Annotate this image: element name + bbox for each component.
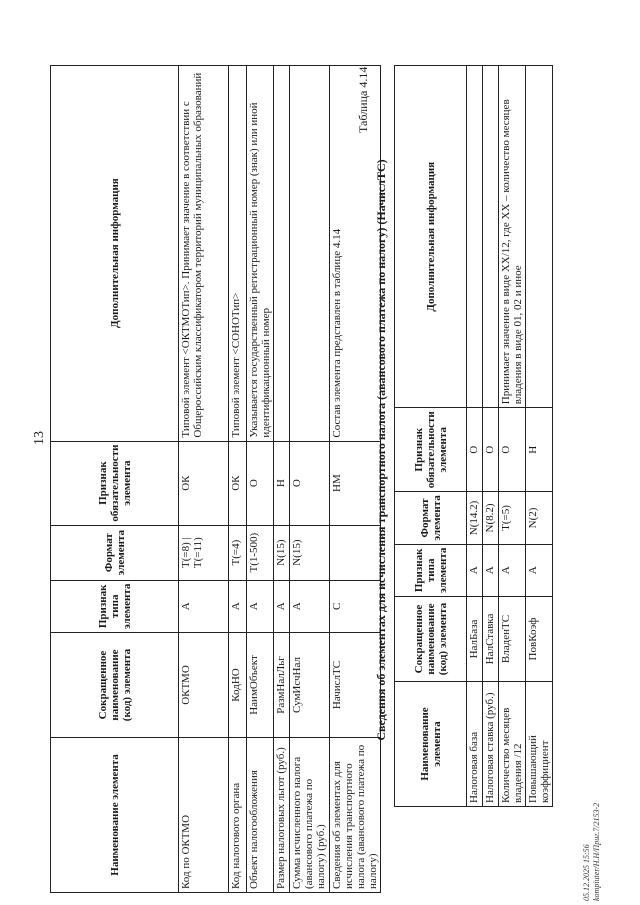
header-additional-info: Дополнительная информация <box>395 66 467 408</box>
header-format: Формат элемента <box>395 492 467 544</box>
cell: О <box>499 408 526 492</box>
cell: НалБаза <box>467 597 483 682</box>
cell: N(2) <box>526 492 553 544</box>
table-row <box>179 65 229 892</box>
cell: N(8.2) <box>483 492 499 544</box>
cell: T(=4) <box>229 525 247 580</box>
cell: Размер налоговых льгот (руб.) <box>274 738 290 893</box>
cell: ОКТМО <box>179 633 229 738</box>
cell: Налоговая ставка (руб.) <box>483 682 499 807</box>
cell: ОК <box>229 441 247 525</box>
header-element-name: Наименование элемента <box>51 738 179 893</box>
table-title: Сведения об элементах для исчисления транспортного налога (авансового платежа по налогу) (НачислТС) <box>374 159 388 741</box>
header-short-code: Сокращенное наименование (код) элемента <box>395 597 467 682</box>
table-row <box>229 65 247 892</box>
header-mandatory: Признак обязательности элемента <box>51 441 179 525</box>
cell: N(14.2) <box>467 492 483 544</box>
header-type: Признак типа элемента <box>51 580 179 632</box>
cell: ПовКоэф <box>526 597 553 682</box>
cell: T(=5) <box>499 492 526 544</box>
cell: Типовой элемент <ОКТМОТип>. Принимает значение в соответствии с Общероссийским классификатором территорий муниципальных образований <box>179 65 229 441</box>
elements-table-2 <box>394 65 553 807</box>
table-row <box>499 66 526 807</box>
cell: N(15) <box>274 525 290 580</box>
cell: ОК <box>179 441 229 525</box>
cell: Н <box>526 408 553 492</box>
table-row <box>247 65 274 892</box>
cell: А <box>483 544 499 596</box>
stamp-date: 05.12.2025 15:56 <box>582 844 591 901</box>
cell <box>290 65 330 441</box>
cell: N(15) <box>290 525 330 580</box>
cell: О <box>483 408 499 492</box>
cell: КодНО <box>229 633 247 738</box>
cell: РазмНалЛьг <box>274 633 290 738</box>
header-type: Признак типа элемента <box>395 544 467 596</box>
table-row <box>483 66 499 807</box>
cell: Повышающий коэффициент <box>526 682 553 807</box>
cell: А <box>274 580 290 632</box>
cell: НалСтавка <box>483 597 499 682</box>
cell: Код по ОКТМО <box>179 738 229 893</box>
cell <box>483 66 499 408</box>
cell: НМ <box>330 441 381 525</box>
cell: А <box>526 544 553 596</box>
cell: Количество месяцев владения /12 <box>499 682 526 807</box>
cell: С <box>330 580 381 632</box>
cell: А <box>290 580 330 632</box>
elements-table-1 <box>50 65 381 893</box>
cell: А <box>499 544 526 596</box>
header-mandatory: Признак обязательности элемента <box>395 408 467 492</box>
cell: НаимОбъект <box>247 633 274 738</box>
table-row <box>290 65 330 892</box>
table-label: Таблица 4.14 <box>356 66 370 133</box>
cell: О <box>247 441 274 525</box>
cell: ВладенТС <box>499 597 526 682</box>
header-short-code: Сокращенное наименование (код) элемента <box>51 633 179 738</box>
header-additional-info: Дополнительная информация <box>51 65 179 441</box>
cell: А <box>467 544 483 596</box>
cell: О <box>467 408 483 492</box>
cell: Н <box>274 441 290 525</box>
cell: Сведения об элементах для исчисления транспортного налога (авансового платежа по налогу) <box>330 738 381 893</box>
cell <box>274 65 290 441</box>
table-row <box>274 65 290 892</box>
table-row <box>330 65 381 892</box>
header-element-name: Наименование элемента <box>395 682 467 807</box>
cell: А <box>179 580 229 632</box>
cell: А <box>229 580 247 632</box>
table-row <box>467 66 483 807</box>
cell <box>467 66 483 408</box>
footer-stamp <box>582 803 602 901</box>
cell: О <box>290 441 330 525</box>
cell <box>526 66 553 408</box>
cell: T(=8) | T(=11) <box>179 525 229 580</box>
cell: T(1-500) <box>247 525 274 580</box>
cell: СумИсчНал <box>290 633 330 738</box>
cell: Типовой элемент <СОНОТип> <box>229 65 247 441</box>
cell: Состав элемента представлен в таблице 4.14 <box>330 65 381 441</box>
stamp-code: kompiuter/H.H/Приг.7/2153-2 <box>592 802 601 901</box>
cell <box>330 525 381 580</box>
page-number: 13 <box>32 431 47 445</box>
cell: Код налогового органа <box>229 738 247 893</box>
header-format: Формат элемента <box>51 525 179 580</box>
cell: НачислТС <box>330 633 381 738</box>
cell: Сумма исчисленного налога (авансового платежа по налогу) (руб.) <box>290 738 330 893</box>
cell: А <box>247 580 274 632</box>
cell: Объект налогообложения <box>247 738 274 893</box>
cell: Налоговая база <box>467 682 483 807</box>
table-row <box>526 66 553 807</box>
cell: Указывается государственный регистрационный номер (знак) или иной идентификационный номер <box>247 65 274 441</box>
cell: Принимает значение в виде XX/12, где XX – количество месяцев владения в виде 01, 02 и иное <box>499 66 526 408</box>
